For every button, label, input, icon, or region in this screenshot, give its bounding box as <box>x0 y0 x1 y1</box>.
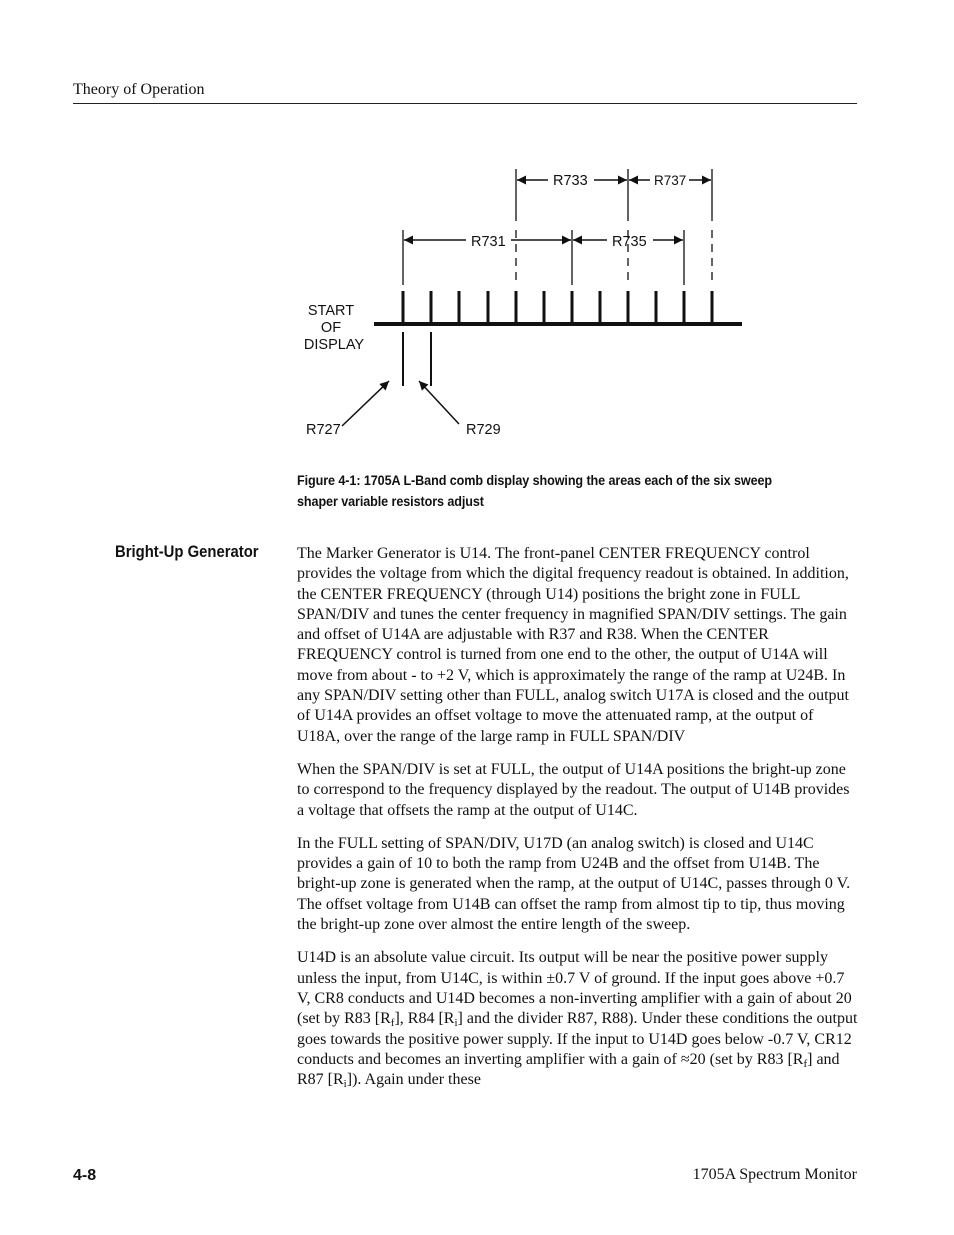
comb-display-figure <box>290 160 760 450</box>
header-rule <box>73 103 857 104</box>
page-number: 4-8 <box>73 1167 97 1184</box>
label-display: DISPLAY <box>303 337 365 353</box>
label-r727: R727 <box>306 422 341 438</box>
label-r729: R729 <box>466 422 501 438</box>
paragraph-1: The Marker Generator is U14. The front-panel CENTER FREQUENCY control provides the voltage from which the digital frequency readout is obtained. In addition, the CENTER FREQUENCY (through U14) positions the bright zone in FULL SPAN/DIV and tunes the center frequency in magnified SPAN/DIV settings. The gain and offset of U14A are adjustable with R37 and R38. When the CENTER FREQUENCY control is turned from one end to the other, the output of U14A will move from about - to +2 V, which is approximately the range of the ramp at U24B. In any SPAN/DIV setting other than FULL, analog switch U17A is closed and the output of U14A provides an offset voltage to move the attenuated ramp, at the output of U18A, over the range of the large ramp in FULL SPAN/DIV <box>297 545 849 745</box>
paragraph-4: U14D is an absolute value circuit. Its output will be near the positive power supply unless the input, from U14C, is within ±0.7 V of ground. If the input goes above +0.7 V, CR8 conducts and U14D becomes a non-inverting amplifier with a gain of about 20 (set by R83 $[R_f]$, R84 $[R_i]$ and the divider R87, R88). Under these conditions the output goes towards the positive power supply. If the input to U14D goes below -0.7 V, CR12 conducts and becomes an inverting amplifier with a gain of ≈20 (set by R83 $[R_f]$ and R87 $[R_i]$). Again under these <box>297 949 858 1091</box>
figure-caption: Figure 4-1: 1705A L-Band comb display showing the areas each of the six sweep shaper variable resistors adjust <box>297 472 773 509</box>
label-of: OF <box>320 320 342 336</box>
paragraph-2: When the SPAN/DIV is set at FULL, the output of U14A positions the bright-up zone to correspond to the frequency displayed by the readout. The output of U14B provides a voltage that offsets the ramp at the output of U14C. <box>297 760 850 819</box>
product-name: 1705A Spectrum Monitor <box>692 1166 857 1183</box>
label-r735: R735 <box>612 234 647 250</box>
label-r733: R733 <box>553 173 588 189</box>
lower-marker-lines <box>403 332 431 386</box>
label-start: START <box>307 303 355 319</box>
label-r731: R731 <box>471 234 506 250</box>
body-text <box>297 544 859 1103</box>
label-r737: R737 <box>654 173 687 188</box>
comb-teeth <box>403 291 712 324</box>
running-head: Theory of Operation <box>73 81 205 98</box>
leader-arrows <box>342 381 459 426</box>
section-heading: Bright-Up Generator <box>115 543 259 561</box>
paragraph-3: In the FULL setting of SPAN/DIV, U17D (an analog switch) is closed and U14C provides a gain of 10 to both the ramp from U24B and the offset from U14B. The bright-up zone is generated when the ramp, at the output of U14C, passes through 0 V. The offset voltage from U14B can offset the ramp from almost tip to tip, thus moving the bright-up zone over almost the entire length of the sweep. <box>297 834 851 934</box>
